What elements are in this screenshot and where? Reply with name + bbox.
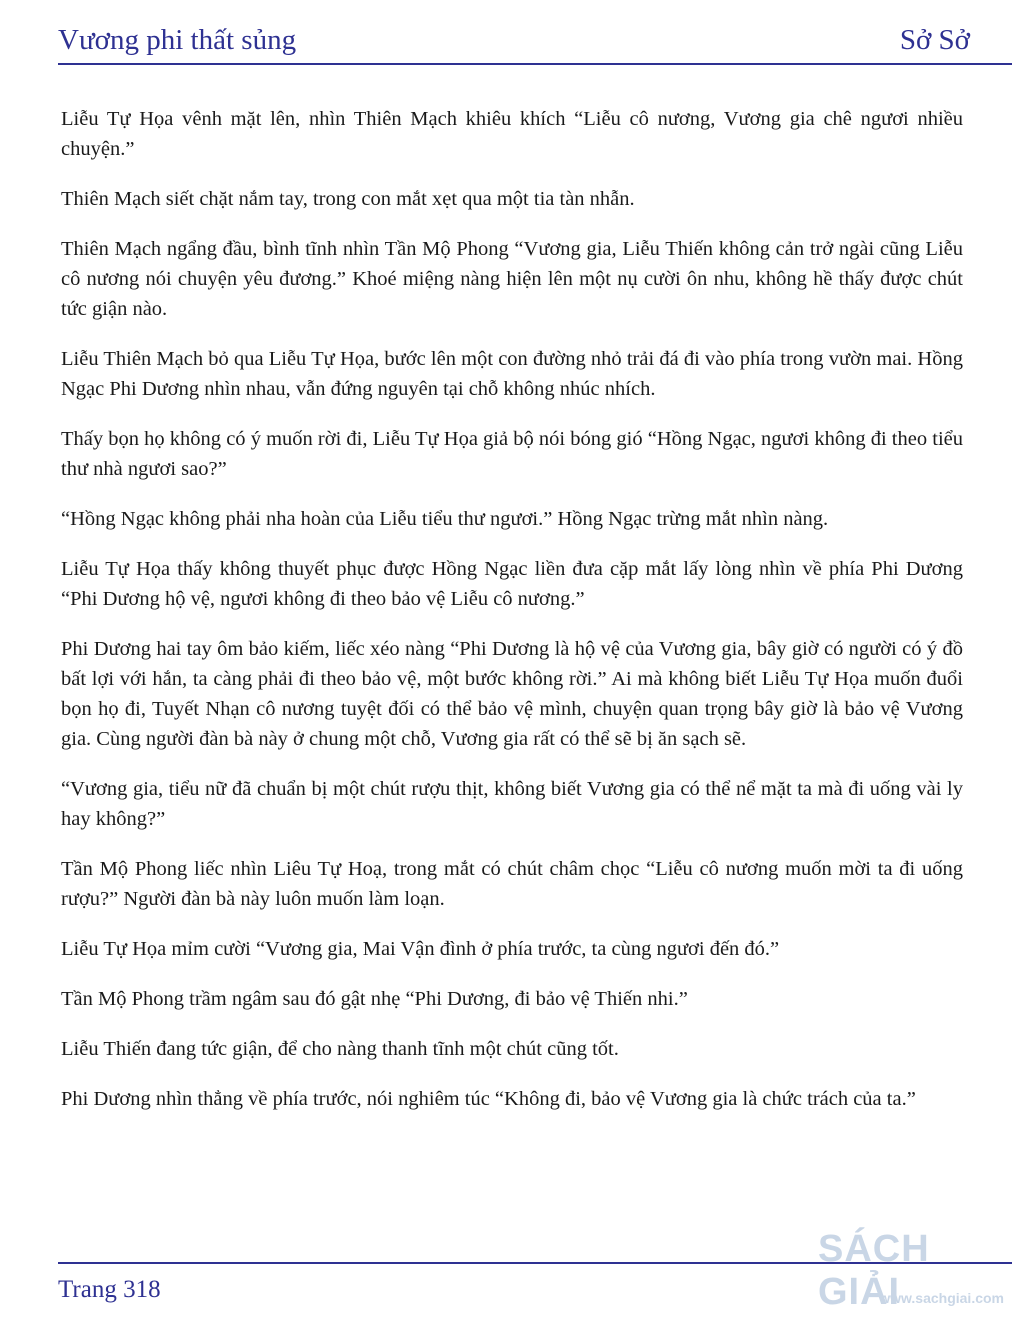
paragraph: Liễu Tự Họa vênh mặt lên, nhìn Thiên Mạch khiêu khích “Liễu cô nương, Vương gia chê ngươi nhiều chuyện.” [61, 108, 963, 160]
paragraph: Liễu Thiến đang tức giận, để cho nàng thanh tĩnh một chút cũng tốt. [61, 1038, 619, 1060]
paragraph: Thiên Mạch ngẩng đầu, bình tĩnh nhìn Tần Mộ Phong “Vương gia, Liễu Thiến không cản trở ngài cũng Liễu cô nương nói chuyện yêu đương.” Khoé miệng nàng hiện lên một nụ cười ôn nhu, không hề thấy được chút tức giận nào. [61, 238, 963, 320]
book-title: Vương phi thất sủng [58, 24, 297, 56]
paragraph: Liễu Tự Họa mỉm cười “Vương gia, Mai Vận đình ở phía trước, ta cùng ngươi đến đó.” [61, 938, 780, 960]
paragraph: “Hồng Ngạc không phải nha hoàn của Liễu tiểu thư ngươi.” Hồng Ngạc trừng mắt nhìn nàng. [61, 508, 829, 530]
paragraph: Phi Dương hai tay ôm bảo kiếm, liếc xéo nàng “Phi Dương là hộ vệ của Vương gia, bây giờ có người có ý đồ bất lợi với hắn, ta càng phải đi theo bảo vệ, một bước không rời.” Ai mà không biết Liễu Tự Họa muốn đuổi bọn họ đi, Tuyết Nhạn cô nương tuyệt đối có thể bảo vệ mình, chuyện quan trọng bây giờ là bảo vệ Vương gia. Cùng người đàn bà này ở chung một chỗ, Vương gia rất có thể sẽ bị ăn sạch sẽ. [61, 638, 963, 750]
watermark-url: www.sachgiai.com [879, 1290, 1004, 1306]
paragraph: Liễu Thiên Mạch bỏ qua Liễu Tự Họa, bước lên một con đường nhỏ trải đá đi vào phía trong vườn mai. Hồng Ngạc Phi Dương nhìn nhau, vẫn đứng nguyên tại chỗ không nhúc nhích. [61, 348, 963, 400]
header-divider [58, 63, 1012, 65]
paragraph: “Vương gia, tiểu nữ đã chuẩn bị một chút rượu thịt, không biết Vương gia có thể nể mặt ta mà đi uống vài ly hay không?” [61, 778, 963, 830]
paragraph: Thiên Mạch siết chặt nắm tay, trong con mắt xẹt qua một tia tàn nhẫn. [61, 188, 635, 210]
author-name: Sở Sở [899, 24, 970, 56]
watermark-logo [818, 1228, 1018, 1318]
paragraph: Phi Dương nhìn thẳng về phía trước, nói nghiêm túc “Không đi, bảo vệ Vương gia là chức trách của ta.” [61, 1088, 916, 1110]
paragraph: Tần Mộ Phong trầm ngâm sau đó gật nhẹ “Phi Dương, đi bảo vệ Thiến nhi.” [61, 988, 688, 1010]
paragraph: Liễu Tự Họa thấy không thuyết phục được Hồng Ngạc liền đưa cặp mắt lấy lòng nhìn về phía Phi Dương “Phi Dương hộ vệ, ngươi không đi theo bảo vệ Liễu cô nương.” [61, 558, 963, 610]
page-number: Trang 318 [58, 1276, 161, 1303]
paragraph: Thấy bọn họ không có ý muốn rời đi, Liễu Tự Họa giả bộ nói bóng gió “Hồng Ngạc, ngươi không đi theo tiểu thư nhà ngươi sao?” [61, 428, 963, 480]
page-body [61, 104, 963, 1134]
watermark-text: SÁCH GIẢI [818, 1228, 930, 1313]
page-header [58, 22, 970, 66]
paragraph: Tần Mộ Phong liếc nhìn Liêu Tự Hoạ, trong mắt có chút châm chọc “Liễu cô nương muốn mời ta đi uống rượu?” Người đàn bà này luôn muốn làm loạn. [61, 858, 963, 910]
